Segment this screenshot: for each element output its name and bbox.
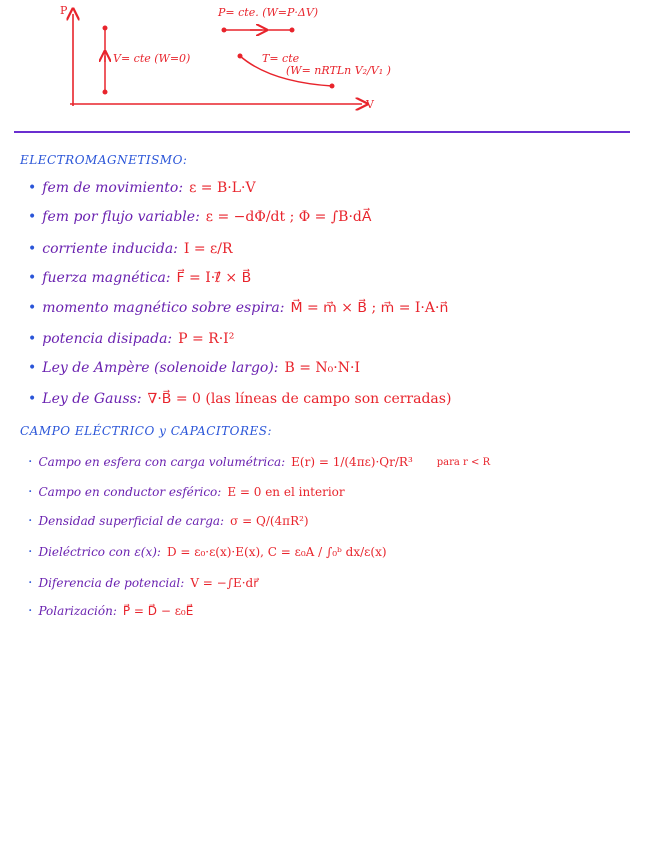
item-label: Campo en conductor esférico: [38, 485, 222, 499]
item-formula: ε = −dΦ/dt ; Φ = ∫B·dA⃗ [205, 209, 372, 225]
p-axis-label: P [60, 4, 68, 17]
list-item [28, 209, 371, 225]
v-axis-label: V [366, 98, 374, 111]
item-label: Ley de Ampère (solenoide largo): [42, 360, 279, 376]
list-item [28, 603, 193, 619]
bullet-icon: • [28, 391, 37, 407]
list-item [28, 331, 234, 347]
item-formula: F⃗ = I·ℓ⃗ × B⃗ [176, 270, 252, 286]
bullet-icon: · [28, 484, 33, 500]
bullet-icon: • [28, 360, 37, 376]
list-item [28, 454, 490, 470]
bullet-icon: · [28, 575, 33, 591]
section-divider [14, 131, 630, 133]
item-formula: E(r) = 1/(4πε)·Qr/R³ [291, 455, 413, 469]
list-item [28, 270, 251, 286]
pv-diagram [0, 0, 646, 125]
pv-diagram-svg [0, 0, 646, 125]
item-formula: ε = B·L·V [189, 180, 256, 196]
bullet-icon: • [28, 180, 37, 196]
isothermal-label-bottom: (W= nRTLn V₂/V₁ ) [286, 64, 391, 77]
item-formula: I = ε/R [183, 241, 233, 257]
item-formula: ∇·B⃗ = 0 (las líneas de campo son cerradas) [147, 391, 452, 407]
list-item [28, 513, 309, 529]
item-label: corriente inducida: [42, 241, 178, 257]
bullet-icon: · [28, 454, 33, 470]
item-label: Polarización: [38, 604, 117, 618]
list-item [28, 391, 451, 407]
item-label: Ley de Gauss: [42, 391, 142, 407]
bullet-icon: · [28, 513, 33, 529]
bullet-icon: • [28, 270, 37, 286]
item-label: fem por flujo variable: [42, 209, 200, 225]
item-formula: V = −∫E·dr⃗ [190, 576, 259, 590]
item-formula: E = 0 en el interior [227, 485, 345, 499]
list-item [28, 300, 448, 316]
item-formula: M⃗ = m⃗ × B⃗ ; m⃗ = I·A·n⃗ [290, 300, 449, 316]
item-label: potencia disipada: [42, 331, 173, 347]
item-label: momento magnético sobre espira: [42, 300, 285, 316]
bullet-icon: · [28, 544, 33, 560]
bullet-icon: • [28, 300, 37, 316]
item-formula: P = R·I² [178, 331, 235, 347]
isobaric-label: P= cte. (W=P·ΔV) [218, 6, 319, 19]
list-item [28, 575, 258, 591]
list-item [28, 180, 256, 196]
item-label: fuerza magnética: [42, 270, 171, 286]
isochoric-label: V= cte (W=0) [113, 52, 191, 65]
item-formula: B = N₀·N·I [284, 360, 360, 376]
bullet-icon: · [28, 603, 33, 619]
item-label: Dieléctrico con ε(x): [38, 545, 161, 559]
item-label: fem de movimiento: [42, 180, 184, 196]
list-item [28, 241, 233, 257]
bullet-icon: • [28, 209, 37, 225]
item-label: Campo en esfera con carga volumétrica: [38, 455, 286, 469]
item-label: Diferencia de potencial: [38, 576, 185, 590]
item-formula: σ = Q/(4πR²) [230, 514, 309, 528]
isothermal-label-top: T= cte [262, 52, 300, 65]
item-formula: D = ε₀·ε(x)·E(x), C = ε₀A / ∫₀ᵇ dx/ε(x) [166, 545, 387, 559]
item-note: para r < R [436, 456, 491, 468]
list-item [28, 484, 345, 500]
bullet-icon: • [28, 331, 37, 347]
item-formula: P⃗ = D⃗ − ε₀E⃗ [122, 604, 194, 618]
item-label: Densidad superficial de carga: [38, 514, 225, 528]
electromagnetism-title: ELECTROMAGNETISMO: [20, 153, 188, 167]
bullet-icon: • [28, 241, 37, 257]
capacitors-title: CAMPO ELÉCTRICO y CAPACITORES: [20, 424, 273, 438]
list-item [28, 360, 360, 376]
list-item [28, 544, 387, 560]
